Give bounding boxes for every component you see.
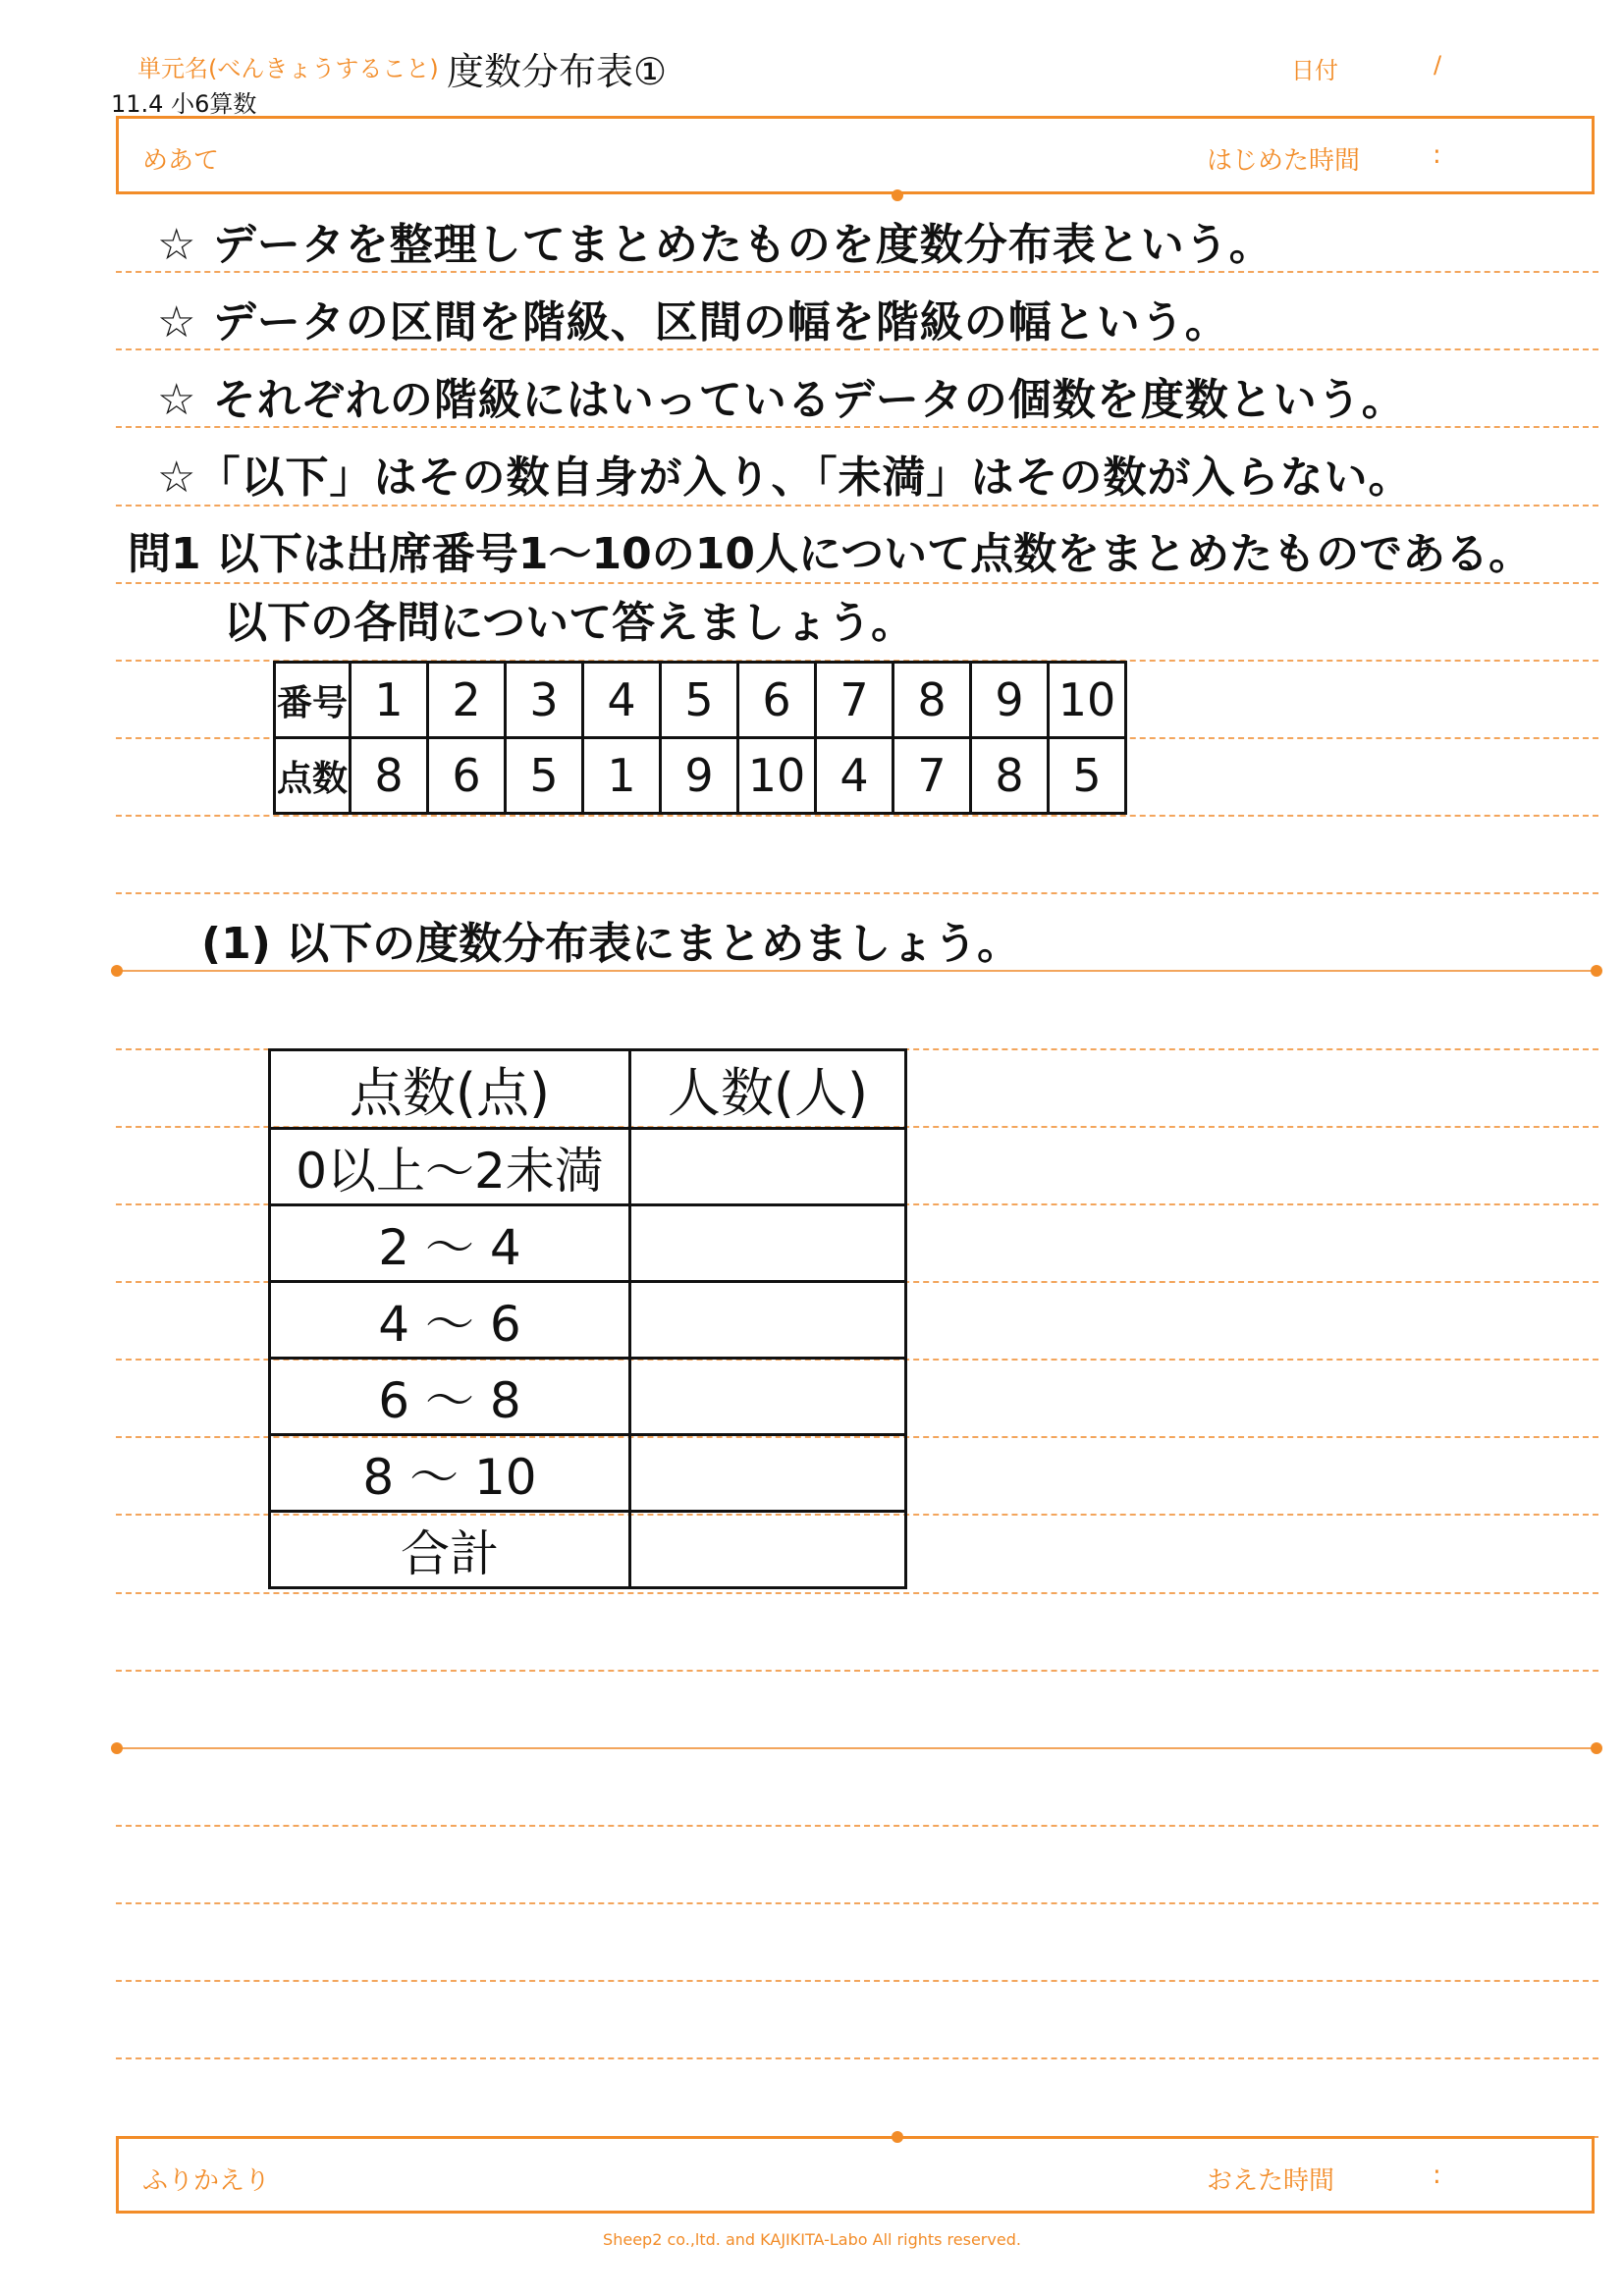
row-header-number: 番号 [275, 663, 351, 738]
class-range: 6 ～ 8 [270, 1359, 630, 1435]
end-time-separator: : [1433, 2161, 1441, 2190]
total-answer-cell[interactable] [630, 1512, 906, 1588]
freq-total-row [270, 1512, 906, 1588]
score-cell: 8 [351, 738, 428, 814]
score-cell: 7 [893, 738, 971, 814]
freq-row [270, 1282, 906, 1359]
count-answer-cell[interactable] [630, 1435, 906, 1512]
freq-header-row [270, 1050, 906, 1129]
score-cell: 6 [428, 738, 506, 814]
date-label: 日付 [1291, 57, 1338, 84]
score-data-table [273, 661, 1127, 815]
number-cell: 7 [816, 663, 893, 738]
point-4: ☆「以下」はその数自身が入り、「未満」はその数が入らない。 [157, 453, 1413, 503]
ruled-line [116, 1902, 1598, 1904]
unit-label: 単元名(べんきょうすること) [137, 55, 439, 82]
count-answer-cell[interactable] [630, 1359, 906, 1435]
number-cell: 4 [583, 663, 661, 738]
count-answer-cell[interactable] [630, 1282, 906, 1359]
number-cell: 5 [661, 663, 738, 738]
rule-dot [1591, 1742, 1602, 1754]
ruled-line [116, 1747, 1598, 1749]
number-row [275, 663, 1126, 738]
ruled-line [116, 1670, 1598, 1672]
number-cell: 1 [351, 663, 428, 738]
class-range: 8 ～ 10 [270, 1435, 630, 1512]
score-row [275, 738, 1126, 814]
copyright-footer: Sheep2 co.,ltd. and KAJIKITA-Labo All rights reserved. [603, 2230, 1021, 2249]
total-label: 合計 [270, 1512, 630, 1588]
sub-question: (1) 以下の度数分布表にまとめましょう。 [201, 919, 1021, 969]
rule-dot [111, 965, 123, 977]
start-time-separator: : [1433, 140, 1441, 170]
number-cell: 8 [893, 663, 971, 738]
ruled-line [116, 2057, 1598, 2059]
goal-box[interactable] [116, 116, 1595, 194]
question-line-1: 問1 以下は出席番号1～10の10人について点数をまとめたものである。 [128, 529, 1533, 579]
frequency-table [268, 1048, 907, 1589]
question-line-2: 以下の各問について答えましょう。 [224, 598, 915, 648]
number-cell: 3 [506, 663, 583, 738]
freq-row [270, 1129, 906, 1205]
score-cell: 5 [506, 738, 583, 814]
score-cell: 4 [816, 738, 893, 814]
count-answer-cell[interactable] [630, 1205, 906, 1282]
ruled-line [116, 1980, 1598, 1982]
page-title: 度数分布表① [447, 50, 668, 93]
point-1: ☆ データを整理してまとめたものを度数分布表という。 [157, 220, 1273, 270]
ruled-line [116, 815, 1598, 817]
freq-row [270, 1205, 906, 1282]
reflection-box[interactable] [116, 2136, 1595, 2214]
score-cell: 5 [1049, 738, 1126, 814]
date-separator: / [1434, 51, 1442, 79]
rule-dot [892, 189, 903, 201]
rule-dot [111, 1742, 123, 1754]
point-3: ☆ それぞれの階級にはいっているデータの個数を度数という。 [157, 375, 1406, 425]
ruled-line [116, 1592, 1598, 1594]
start-time-label: はじめた時間 [1207, 146, 1361, 176]
reflection-label: ふりかえり [142, 2166, 271, 2196]
score-cell: 10 [738, 738, 816, 814]
number-cell: 10 [1049, 663, 1126, 738]
score-cell: 8 [971, 738, 1049, 814]
rule-dot [1591, 965, 1602, 977]
number-cell: 2 [428, 663, 506, 738]
freq-row [270, 1435, 906, 1512]
score-cell: 1 [583, 738, 661, 814]
point-2: ☆ データの区間を階級、区間の幅を階級の幅という。 [157, 297, 1229, 347]
goal-label: めあて [142, 146, 220, 176]
ruled-line [116, 1825, 1598, 1827]
number-cell: 9 [971, 663, 1049, 738]
freq-row [270, 1359, 906, 1435]
class-range: 4 ～ 6 [270, 1282, 630, 1359]
ruled-line [116, 505, 1598, 507]
header-score: 点数(点) [270, 1050, 630, 1129]
row-header-score: 点数 [275, 738, 351, 814]
header-count: 人数(人) [630, 1050, 906, 1129]
class-range: 0以上～2未満 [270, 1129, 630, 1205]
class-range: 2 ～ 4 [270, 1205, 630, 1282]
number-cell: 6 [738, 663, 816, 738]
grade-label: 11.4 小6算数 [111, 90, 257, 118]
score-cell: 9 [661, 738, 738, 814]
end-time-label: おえた時間 [1207, 2166, 1335, 2196]
ruled-line [116, 892, 1598, 894]
count-answer-cell[interactable] [630, 1129, 906, 1205]
ruled-line [116, 582, 1598, 584]
